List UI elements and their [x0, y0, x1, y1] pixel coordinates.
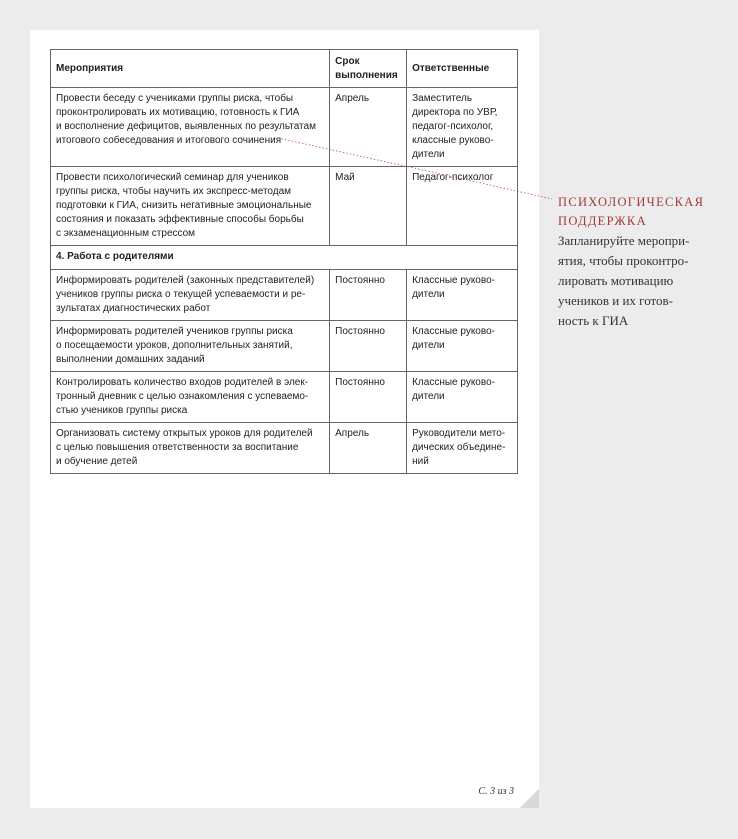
responsible-cell: Классные руково- дители — [407, 321, 518, 372]
table-row — [51, 321, 518, 372]
plan-table — [50, 49, 518, 474]
deadline-cell: Апрель — [330, 423, 407, 474]
table-row — [51, 423, 518, 474]
page-number: С. 3 из 3 — [478, 786, 514, 797]
deadline-cell: Апрель — [330, 88, 407, 167]
page-corner-fold — [520, 789, 539, 808]
event-cell: Организовать систему открытых уроков для родителей с целью повышения ответственности за воспитание и обучение детей — [51, 423, 330, 474]
margin-note — [558, 193, 728, 331]
header-responsible: Ответственные — [407, 50, 518, 88]
table-header-row — [51, 50, 518, 88]
deadline-cell: Постоянно — [330, 321, 407, 372]
note-body: Запланируйте меропри- ятия, чтобы проконтро- лировать мотивацию учеников и их готов- ность к ГИА — [558, 233, 690, 328]
responsible-cell: Руководители мето- дических объедине- ний — [407, 423, 518, 474]
responsible-cell: Заместитель директора по УВР, педагог-психолог, классные руково- дители — [407, 88, 518, 167]
deadline-cell: Постоянно — [330, 270, 407, 321]
table-row — [51, 372, 518, 423]
event-cell: Информировать родителей учеников группы риска о посещаемости уроков, дополнительных занятий, выполнении домашних заданий — [51, 321, 330, 372]
responsible-cell: Педагог-психолог — [407, 167, 518, 246]
event-cell: Провести беседу с учениками группы риска, чтобы проконтролировать их мотивацию, готовность к ГИА и восполнение дефицитов, выявленных по результатам итогового собеседования и итогового сочинения — [51, 88, 330, 167]
event-cell: Информировать родителей (законных представителей) учеников группы риска о текущей успеваемости и ре- зультатах диагностических работ — [51, 270, 330, 321]
section-title: 4. Работа с родителями — [51, 246, 518, 270]
responsible-cell: Классные руково- дители — [407, 372, 518, 423]
header-deadline: Срок выполнения — [330, 50, 407, 88]
table-row — [51, 88, 518, 167]
header-events: Мероприятия — [51, 50, 330, 88]
section-row — [51, 246, 518, 270]
event-cell: Контролировать количество входов родителей в элек- тронный дневник с целью ознакомления с успеваемо- стью учеников группы риска — [51, 372, 330, 423]
deadline-cell: Май — [330, 167, 407, 246]
table-row — [51, 167, 518, 246]
responsible-cell: Классные руково- дители — [407, 270, 518, 321]
deadline-cell: Постоянно — [330, 372, 407, 423]
note-title: ПСИХОЛОГИЧЕСКАЯ ПОДДЕРЖКА — [558, 195, 705, 228]
event-cell: Провести психологический семинар для учеников группы риска, чтобы научить их экспресс-методам подготовки к ГИА, снизить негативные эмоциональные состояния и показать эффективные способы борьбы с экзаменационным стрессом — [51, 167, 330, 246]
table-row — [51, 270, 518, 321]
